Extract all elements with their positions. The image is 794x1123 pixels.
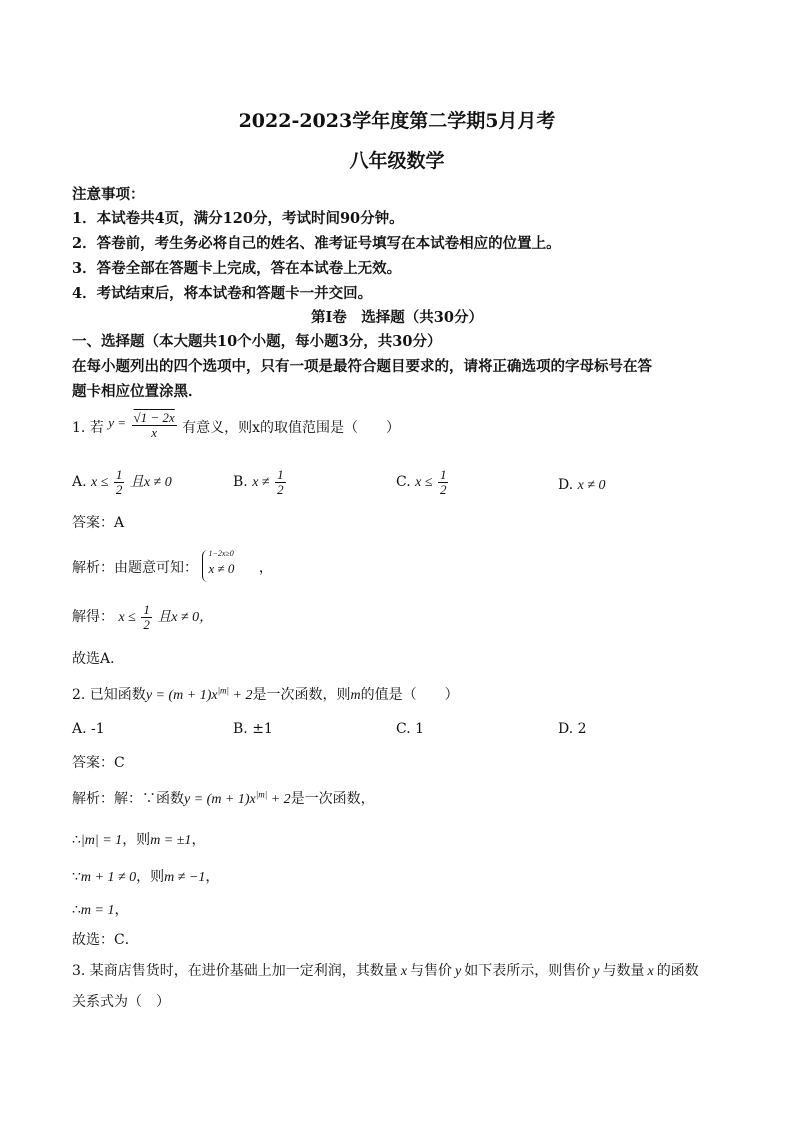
q2-step-2-tail: ， bbox=[205, 869, 220, 885]
q1-option-d-label: D. bbox=[558, 477, 574, 493]
q1-formula-numerator: √1 − 2x bbox=[133, 410, 175, 425]
q1-answer: 答案：A bbox=[72, 515, 125, 531]
q1-option-c-fraction bbox=[438, 468, 449, 496]
q2-conclusion: 故选：C． bbox=[72, 932, 139, 948]
q2-step-3-tail: ， bbox=[114, 902, 129, 918]
q2-option-c[interactable]: C. 1 bbox=[396, 721, 425, 737]
q1-option-a-text: x ≤ bbox=[91, 475, 109, 491]
q1-stem bbox=[72, 411, 400, 455]
q2-step-3 bbox=[72, 899, 128, 919]
q2-step-1-therefore: ∴ bbox=[72, 832, 81, 848]
q2-analysis-prefix: 解析：解：∵函数 bbox=[72, 791, 184, 807]
q2-analysis-suffix: 是一次函数， bbox=[290, 791, 375, 807]
q1-option-b-fraction bbox=[275, 468, 286, 496]
q3-line1-y2: y bbox=[593, 964, 600, 979]
q2-step-1-then: ，则 bbox=[122, 832, 151, 848]
q1-option-c-text: x ≤ bbox=[415, 475, 433, 491]
q1-option-a-num: 1 bbox=[115, 467, 123, 482]
q2-stem-suffix: 是一次函数，则 bbox=[252, 687, 351, 703]
q1-option-b[interactable] bbox=[233, 468, 287, 496]
q2-step-3-math: m = 1 bbox=[80, 903, 115, 918]
q1-option-d-text: x ≠ 0 bbox=[577, 478, 606, 493]
q3-line1-a: 3. 某商店售货时，在进价基础上加一定利润，其数量 bbox=[72, 963, 398, 979]
q1-option-d[interactable] bbox=[558, 477, 606, 494]
q1-option-a-fraction bbox=[114, 468, 125, 496]
q1-system-tail: ， bbox=[258, 560, 273, 576]
q2-option-a[interactable]: A. -1 bbox=[72, 721, 105, 737]
notice-item-1: 1．本试卷共4页，满分120分，考试时间90分钟。 bbox=[72, 210, 404, 227]
q2-analysis bbox=[72, 788, 375, 808]
q1-prefix: 1. 若 bbox=[72, 420, 104, 437]
q2-analysis-formula-tail: + 2 bbox=[267, 792, 291, 807]
q2-analysis-exponent: |m| bbox=[255, 789, 268, 800]
instruction-line-2: 题卡相应位置涂黑． bbox=[72, 383, 203, 400]
q3-line1-c: 如下表所示，则售价 bbox=[464, 963, 591, 979]
q1-option-a[interactable] bbox=[72, 468, 172, 496]
page-subtitle: 八年级数学 bbox=[349, 150, 445, 172]
q3-line1-b: 与售价 bbox=[410, 963, 453, 979]
q1-option-b-den: 2 bbox=[277, 481, 284, 497]
q1-solve-text: x ≤ bbox=[118, 610, 136, 626]
q2-step-1-math2: m = ±1 bbox=[150, 833, 192, 848]
q1-formula-lhs: y = bbox=[108, 415, 127, 430]
q2-step-1 bbox=[72, 829, 205, 849]
q3-line1-x: x bbox=[400, 964, 408, 979]
q2-option-d[interactable]: D. 2 bbox=[558, 721, 587, 737]
q2-analysis-formula: y = (m + 1)x bbox=[184, 792, 256, 807]
page-title: 2022-2023学年度第二学期5月月考 bbox=[238, 110, 556, 132]
q2-step-3-therefore: ∴ bbox=[72, 902, 81, 918]
q3-stem-line-1 bbox=[72, 960, 699, 980]
q2-stem-prefix: 2. 已知函数 bbox=[72, 687, 146, 703]
q1-option-a-den: 2 bbox=[115, 481, 123, 497]
q1-option-b-num: 1 bbox=[277, 467, 284, 482]
q2-stem-formula: y = (m + 1)x bbox=[145, 688, 218, 703]
q1-option-c[interactable] bbox=[396, 468, 449, 496]
notice-heading: 注意事项： bbox=[72, 186, 145, 203]
q2-step-2-then: ，则 bbox=[136, 869, 165, 885]
q2-stem-var: m bbox=[350, 688, 361, 703]
q1-option-a-tail: 且x ≠ 0 bbox=[129, 475, 172, 491]
q3-line1-y: y bbox=[455, 964, 462, 979]
q3-line1-e: 的函数 bbox=[656, 963, 699, 979]
q1-option-c-num: 1 bbox=[439, 467, 447, 482]
q2-step-1-tail: ， bbox=[191, 832, 206, 848]
q1-option-c-den: 2 bbox=[439, 481, 447, 497]
q1-solve-fraction bbox=[141, 603, 152, 631]
q1-formula-denominator: x bbox=[151, 424, 157, 440]
q2-answer: 答案：C bbox=[72, 755, 125, 771]
q1-formula-fraction bbox=[132, 411, 177, 439]
notice-item-2: 2．答卷前，考生务必将自己的姓名、准考证号填写在本试卷相应的位置上。 bbox=[72, 235, 561, 252]
q2-step-2-math2: m ≠ −1 bbox=[164, 870, 206, 885]
q1-solve-prefix: 解得： bbox=[72, 609, 114, 626]
q1-option-c-label: C. bbox=[396, 474, 411, 491]
instruction-line-1: 在每小题列出的四个选项中，只有一项是最符合题目要求的，请将正确选项的字母标号在答 bbox=[72, 358, 652, 375]
q2-stem bbox=[72, 684, 459, 704]
q2-step-2 bbox=[72, 866, 219, 886]
q1-solve-num: 1 bbox=[143, 602, 150, 617]
q3-line1-x2: x bbox=[647, 964, 654, 979]
q1-system-bottom: x ≠ 0 bbox=[208, 561, 235, 576]
q3-line1-d: 与数量 bbox=[602, 963, 645, 979]
q2-stem-formula-tail: + 2 bbox=[229, 688, 253, 703]
q2-step-1-math: |m| = 1 bbox=[80, 833, 123, 848]
q1-conclusion: 故选A． bbox=[72, 651, 125, 667]
q1-analysis bbox=[72, 550, 273, 586]
notice-item-4: 4．考试结束后，将本试卷和答题卡一并交回。 bbox=[72, 285, 373, 302]
q2-option-b[interactable]: B. ±1 bbox=[233, 721, 273, 737]
q1-option-b-text: x ≠ bbox=[252, 475, 270, 491]
q1-solve-den: 2 bbox=[143, 616, 150, 632]
part-heading: 一、选择题（本大题共10个小题，每小题3分，共30分） bbox=[72, 333, 442, 350]
notice-item-3: 3．答卷全部在答题卡上完成，答在本试卷上无效。 bbox=[72, 260, 402, 277]
q2-step-2-math: m + 1 ≠ 0 bbox=[80, 870, 137, 885]
q1-solve bbox=[72, 603, 213, 631]
q2-step-2-because: ∵ bbox=[72, 869, 81, 885]
q1-option-a-label: A. bbox=[72, 474, 87, 491]
q1-system bbox=[202, 550, 254, 584]
q1-option-b-label: B. bbox=[233, 474, 248, 491]
q2-stem-end: 的值是（ ） bbox=[360, 687, 459, 703]
section-title: 第Ⅰ卷 选择题（共30分） bbox=[311, 309, 483, 326]
q1-suffix: 有意义，则x的取值范围是（ ） bbox=[182, 420, 401, 437]
q3-stem-line-2: 关系式为（ ） bbox=[72, 994, 170, 1010]
q2-stem-exponent: |m| bbox=[217, 685, 230, 696]
q1-analysis-prefix: 解析：由题意可知： bbox=[72, 560, 198, 576]
q1-system-top: 1−2x≥0 bbox=[208, 549, 234, 558]
q1-solve-tail: 且x ≠ 0， bbox=[157, 610, 214, 626]
